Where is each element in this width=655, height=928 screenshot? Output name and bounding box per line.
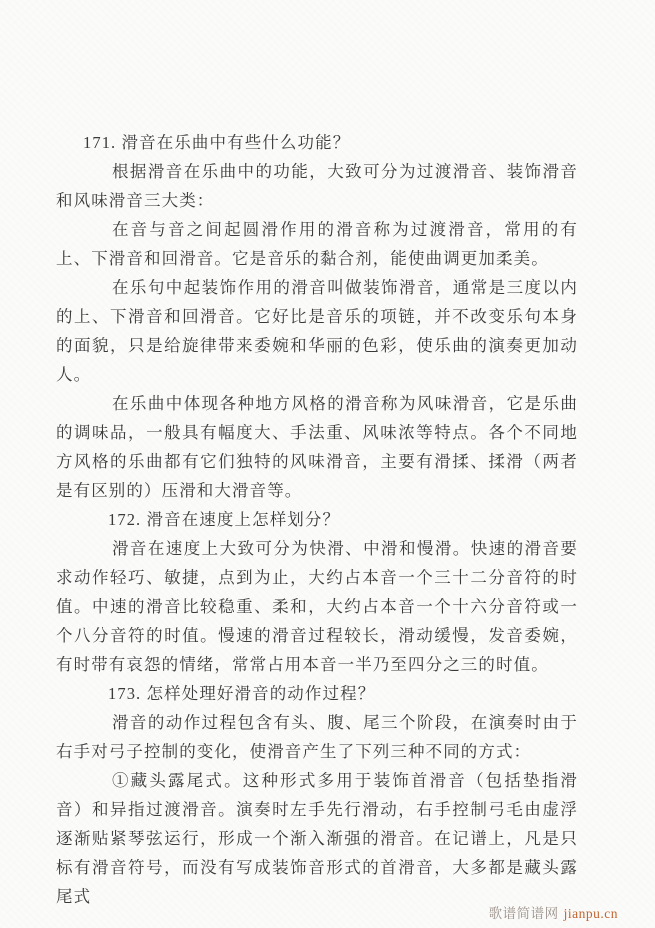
question-heading-171: 171. 滑音在乐曲中有些什么功能？: [83, 133, 351, 152]
watermark-footer: [489, 902, 618, 922]
answer-paragraph-171-3: 在乐句中起装饰作用的滑音叫做装饰滑音，通常是三度以内的上、下滑音和回滑音。它好比是音乐的项链，并不改变乐句本身的面貌，只是给旋律带来委婉和华丽的色彩，使乐曲的演奏更加动人。: [56, 278, 578, 384]
watermark-site-name: 歌谱简谱网: [488, 906, 559, 921]
answer-paragraph-171-1: 根据滑音在乐曲中的功能，大致可分为过渡滑音、装饰滑音和风味滑音三大类：: [56, 162, 578, 210]
answer-paragraph-171-2: 在音与音之间起圆滑作用的滑音称为过渡滑音，常用的有上、下滑音和回滑音。它是音乐的黏合剂，能使曲调更加柔美。: [56, 220, 578, 268]
watermark-site-url: jianpu.cn: [563, 906, 618, 921]
question-heading-172: 172. 滑音在速度上怎样划分？: [108, 510, 341, 529]
question-heading-173: 173. 怎样处理好滑音的动作过程？: [108, 684, 376, 703]
answer-paragraph-173-2: ①藏头露尾式。这种形式多用于装饰首滑音（包括垫指滑音）和异指过渡滑音。演奏时左手先行滑动，右手控制弓毛由虚浮逐渐贴紧琴弦运行，形成一个渐入渐强的滑音。在记谱上，凡是只标有滑音符号，而没有写成装饰音形式的首滑音，大多都是藏头露尾式: [56, 771, 578, 906]
answer-paragraph-172-1: 滑音在速度上大致可分为快滑、中滑和慢滑。快速的滑音要求动作轻巧、敏捷，点到为止，大约占本音一个三十二分音符的时值。中速的滑音比较稳重、柔和，大约占本音一个十六分音符或一个八分音符的时值。慢速的滑音过程较长，滑动缓慢，发音委婉，有时带有哀怨的情绪，常常占用本音一半乃至四分之三的时值。: [56, 539, 578, 674]
answer-paragraph-173-1: 滑音的动作过程包含有头、腹、尾三个阶段，在演奏时由于右手对弓子控制的变化，使滑音产生了下列三种不同的方式：: [56, 713, 578, 761]
page-text-block: [56, 128, 578, 911]
answer-paragraph-171-4: 在乐曲中体现各种地方风格的滑音称为风味滑音，它是乐曲的调味品，一般具有幅度大、手法重、风味浓等特点。各个不同地方风格的乐曲都有它们独特的风味滑音，主要有滑揉、揉滑（两者是有区别的）压滑和大滑音等。: [56, 394, 578, 500]
